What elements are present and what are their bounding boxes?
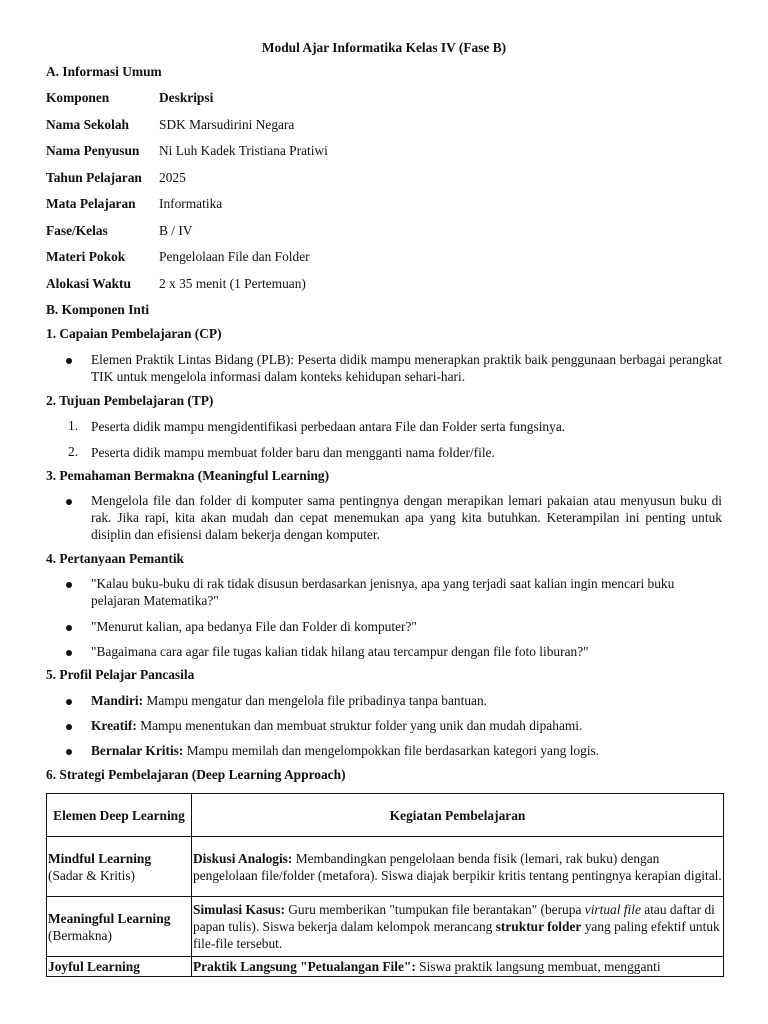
tp-heading: 2. Tujuan Pembelajaran (TP) (46, 393, 214, 408)
activity-text: atau daftar di papan tulis). Siswa bekerja dalam kelompok merancang (193, 902, 715, 934)
info-row-key: Alokasi Waktu (46, 276, 131, 291)
element-title: Mindful Learning (48, 850, 152, 866)
info-row-key: Mata Pelajaran (46, 196, 136, 211)
bullet-icon (66, 499, 72, 505)
profil-item-label: Bernalar Kritis: (91, 743, 184, 758)
info-row-key: Nama Sekolah (46, 117, 129, 132)
cp-item: Elemen Praktik Lintas Bidang (PLB): Peserta didik mampu menerapkan praktik baik penggunaan berbagai perangkat TIK untuk mengelola informasi dalam konteks kehidupan sehari-hari. (91, 352, 722, 384)
info-row-value: Pengelolaan File dan Folder (159, 249, 310, 264)
column-header: Kegiatan Pembelajaran (192, 794, 724, 837)
activity-lead: Simulasi Kasus: (193, 902, 285, 917)
profil-item (91, 742, 722, 759)
info-row-value: 2025 (159, 170, 186, 185)
tp-item: Peserta didik mampu mengidentifikasi perbedaan antara File dan Folder serta fungsinya. (91, 419, 566, 434)
bullet-icon (66, 749, 72, 755)
bullet-icon (66, 724, 72, 730)
info-header-key: Komponen (46, 90, 110, 105)
meaningful-item: Mengelola file dan folder di komputer sama pentingnya dengan merapikan lemari pakaian atau menyusun buku di rak. Jika rapi, kita akan mudah dan cepat menemukan apa yang kita butuhkan. Keterampilan ini penting untuk disiplin dan efisiensi dalam bekerja dengan komputer. (91, 493, 722, 542)
bullet-icon (66, 699, 72, 705)
tp-item: Peserta didik mampu membuat folder baru dan mengganti nama folder/file. (91, 445, 495, 460)
info-row-value: 2 x 35 menit (1 Pertemuan) (159, 276, 306, 291)
pemantik-item: "Bagaimana cara agar file tugas kalian tidak hilang atau tercampur dengan file foto liburan?" (91, 644, 589, 659)
activity-cell (192, 837, 724, 897)
activity-cell (192, 957, 724, 977)
profil-item-text: Mampu memilah dan mengelompokkan file berdasarkan kategori yang logis. (183, 743, 600, 758)
strategi-table (46, 793, 724, 977)
activity-bold: struktur folder (495, 919, 582, 934)
pemantik-item: "Kalau buku-buku di rak tidak disusun berdasarkan jenisnya, apa yang terjadi saat kalian ingin mencari buku pelajaran Matematika?" (91, 576, 675, 608)
activity-text: Guru memberikan "tumpukan file berantakan" (berupa (284, 902, 585, 917)
element-title: Meaningful Learning (48, 910, 171, 926)
bullet-icon (66, 650, 72, 656)
info-row-key: Fase/Kelas (46, 223, 108, 238)
activity-lead: Diskusi Analogis: (193, 850, 293, 866)
pemantik-item: "Menurut kalian, apa bedanya File dan Folder di komputer?" (91, 619, 417, 634)
profil-item-label: Mandiri: (91, 693, 144, 708)
info-row-value: Informatika (159, 196, 223, 211)
activity-lead: Praktik Langsung "Petualangan File": (193, 959, 416, 974)
profil-item-text: Mampu menentukan dan membuat struktur folder yang unik dan mudah dipahami. (136, 718, 583, 733)
column-header: Elemen Deep Learning (47, 794, 192, 837)
info-row-value: B / IV (159, 223, 193, 238)
activity-cell (192, 897, 724, 957)
element-subtitle: (Sadar & Kritis) (48, 867, 136, 883)
element-cell (47, 837, 192, 897)
element-subtitle: (Bermakna) (48, 927, 112, 943)
section-b-heading: B. Komponen Inti (46, 302, 150, 317)
table-row (47, 957, 724, 977)
document-title: Modul Ajar Informatika Kelas IV (Fase B) (261, 40, 507, 55)
table-row (47, 897, 724, 957)
bullet-icon (66, 582, 72, 588)
element-title: Joyful Learning (48, 959, 140, 974)
activity-italic: virtual file (584, 902, 641, 917)
profil-item-text: Mampu mengatur dan mengelola file pribadinya tanpa bantuan. (143, 693, 488, 708)
info-row-value: SDK Marsudirini Negara (159, 117, 295, 132)
info-row-key: Nama Penyusun (46, 143, 140, 158)
cp-heading: 1. Capaian Pembelajaran (CP) (46, 326, 222, 341)
section-a-heading: A. Informasi Umum (46, 64, 162, 79)
activity-text: yang paling efektif untuk file-file tersebut. (193, 919, 720, 951)
activity-text: Membandingkan pengelolaan benda fisik (lemari, rak buku) dengan pengelolaan file/folder (metafora). Siswa diajak berpikir kritis tentang pentingnya kerapian digital. (193, 850, 722, 883)
meaningful-heading: 3. Pemahaman Bermakna (Meaningful Learning) (46, 468, 330, 483)
info-row-key: Materi Pokok (46, 249, 126, 264)
strategi-heading: 6. Strategi Pembelajaran (Deep Learning Approach) (46, 767, 346, 782)
info-header-value: Deskripsi (159, 90, 214, 105)
bullet-icon (66, 625, 72, 631)
element-cell (47, 957, 192, 977)
profil-heading: 5. Profil Pelajar Pancasila (46, 667, 195, 682)
table-row (47, 837, 724, 897)
element-cell (47, 897, 192, 957)
info-row-key: Tahun Pelajaran (46, 170, 142, 185)
activity-text: Siswa praktik langsung membuat, mengganti (415, 959, 661, 974)
tp-item-number: 1. (68, 418, 79, 433)
bullet-icon (66, 358, 72, 364)
profil-item (91, 692, 722, 709)
profil-item-label: Kreatif: (91, 718, 137, 733)
profil-item (91, 717, 722, 734)
tp-item-number: 2. (68, 444, 79, 459)
table-header-row (47, 794, 724, 837)
pemantik-heading: 4. Pertanyaan Pemantik (46, 551, 184, 566)
info-row-value: Ni Luh Kadek Tristiana Pratiwi (159, 143, 328, 158)
